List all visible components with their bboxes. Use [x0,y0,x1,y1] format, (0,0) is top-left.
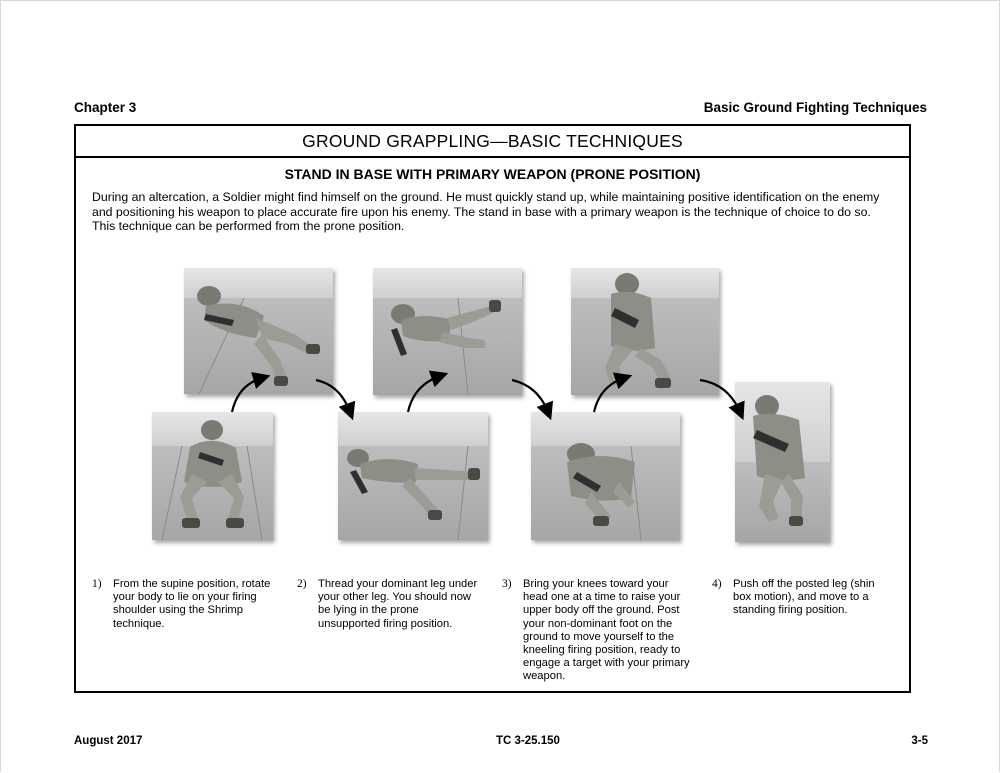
chapter-label: Chapter 3 [74,100,137,115]
arrow-4-to-5 [512,380,548,412]
step-text: From the supine position, rotate your body to lie on your firing shoulder using the Shrimp technique. [113,578,271,630]
arrow-6-to-7 [700,380,740,412]
step-number: 1) [92,578,102,590]
step-text: Bring your knees toward your head one at a time to raise your upper body off the ground. Post your non-dominant foot on the ground to move yourself to the kneeling firing position, ready to engage a target with your primary weapon. [523,578,690,683]
arrow-5-to-6 [594,378,624,412]
arrow-2-to-3 [316,380,350,412]
panel-title: GROUND GRAPPLING—BASIC TECHNIQUES [76,126,909,158]
step-number: 4) [712,578,722,590]
arrow-1-to-2 [232,378,262,412]
step-text: Thread your dominant leg under your other leg. You should now be lying in the prone unsupported firing position. [318,578,478,630]
footer-page-number: 3-5 [911,735,928,747]
step-number: 3) [502,578,512,590]
arrow-3-to-4 [408,376,440,412]
intro-paragraph: During an altercation, a Soldier might find himself on the ground. He must quickly stand up, while maintaining positive identification on the enemy and positioning his weapon to place accurate fire upon his enemy. The stand in base with a primary weapon is the technique of choice to do so. This technique can be performed from the prone position. [92,190,880,234]
section-title: Basic Ground Fighting Techniques [703,100,927,115]
panel-subtitle: STAND IN BASE WITH PRIMARY WEAPON (PRONE POSITION) [284,166,701,182]
step-number: 2) [297,578,307,590]
step-text: Push off the posted leg (shin box motion), and move to a standing firing position. [733,578,875,617]
footer-date: August 2017 [74,735,143,747]
footer-doc-number: TC 3-25.150 [496,735,560,747]
